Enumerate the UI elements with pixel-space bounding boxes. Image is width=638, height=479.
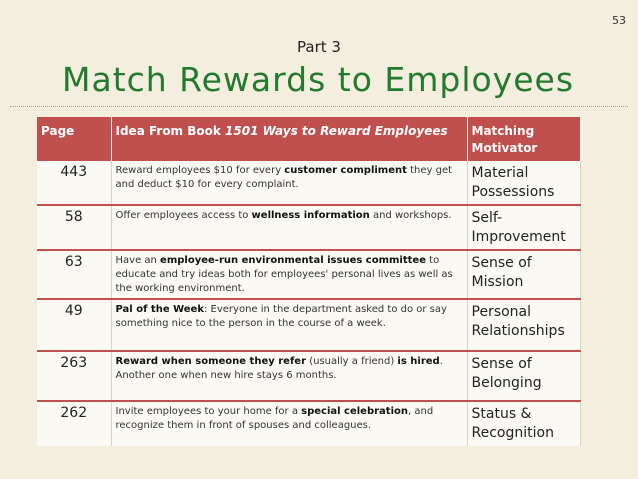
header-idea-prefix: Idea From Book bbox=[115, 124, 226, 138]
page-number-cell: 263 bbox=[37, 351, 111, 401]
page-number-cell: 262 bbox=[37, 401, 111, 446]
slide-title: Match Rewards to Employees bbox=[62, 60, 575, 99]
idea-text-bold: customer compliment bbox=[284, 165, 407, 176]
header-motivator: Matching Motivator bbox=[467, 117, 580, 161]
page-number-cell: 63 bbox=[37, 250, 111, 299]
idea-text-bold: Reward when someone they refer bbox=[115, 356, 307, 367]
motivator-cell: Sense of Mission bbox=[467, 250, 580, 299]
rewards-table bbox=[37, 117, 581, 446]
idea-text: , and recognize them in front of spouses and colleagues. bbox=[115, 406, 434, 431]
idea-text-bold: employee-run environmental issues committee bbox=[160, 255, 426, 266]
idea-cell bbox=[111, 250, 467, 299]
table-row bbox=[37, 250, 580, 299]
idea-text-bold: special celebration bbox=[301, 406, 409, 417]
idea-text: Have an bbox=[115, 255, 161, 266]
page-number-cell: 49 bbox=[37, 299, 111, 351]
motivator-cell: Self-Improvement bbox=[467, 205, 580, 250]
idea-text: Offer employees access to bbox=[115, 210, 252, 221]
idea-cell bbox=[111, 401, 467, 446]
motivator-cell: Material Possessions bbox=[467, 161, 580, 205]
table-row bbox=[37, 299, 580, 351]
header-idea-book: 1501 Ways to Reward bbox=[225, 124, 371, 138]
idea-text-bold: wellness information bbox=[251, 210, 370, 221]
idea-text-bold: is hired bbox=[397, 356, 440, 367]
motivator-cell: Personal Relationships bbox=[467, 299, 580, 351]
idea-text: : Everyone in the department asked to do or say something nice to the person in the course of a week. bbox=[115, 304, 447, 329]
table-row bbox=[37, 205, 580, 250]
header-idea-suffix: Employees bbox=[374, 124, 448, 138]
idea-text: they get and deduct $10 for every complaint. bbox=[115, 165, 453, 190]
idea-text-bold: Pal of the Week bbox=[115, 304, 204, 315]
page-number-cell: 443 bbox=[37, 161, 111, 205]
title-divider bbox=[10, 106, 628, 107]
motivator-cell: Sense of Belonging bbox=[467, 351, 580, 401]
idea-text: Invite employees to your home for a bbox=[115, 406, 302, 417]
idea-text: Reward employees $10 for every bbox=[115, 165, 285, 176]
page-number-cell: 58 bbox=[37, 205, 111, 250]
table-row bbox=[37, 161, 580, 205]
motivator-cell: Status & Recognition bbox=[467, 401, 580, 446]
table-header-row bbox=[37, 117, 580, 161]
idea-cell bbox=[111, 161, 467, 205]
idea-cell bbox=[111, 205, 467, 250]
idea-cell bbox=[111, 299, 467, 351]
idea-text: and workshops. bbox=[369, 210, 452, 221]
idea-cell bbox=[111, 351, 467, 401]
slide-number: 53 bbox=[612, 14, 626, 27]
table-row bbox=[37, 351, 580, 401]
header-page: Page bbox=[37, 117, 111, 161]
idea-text: to educate and try ideas both for employees' personal lives as well as the working environment. bbox=[115, 255, 453, 294]
part-subtitle: Part 3 bbox=[297, 38, 341, 56]
idea-text: . Another one when new hire stays 6 months. bbox=[115, 356, 443, 381]
idea-text: (usually a friend) bbox=[306, 356, 398, 367]
header-idea bbox=[111, 117, 467, 161]
table-row bbox=[37, 401, 580, 446]
